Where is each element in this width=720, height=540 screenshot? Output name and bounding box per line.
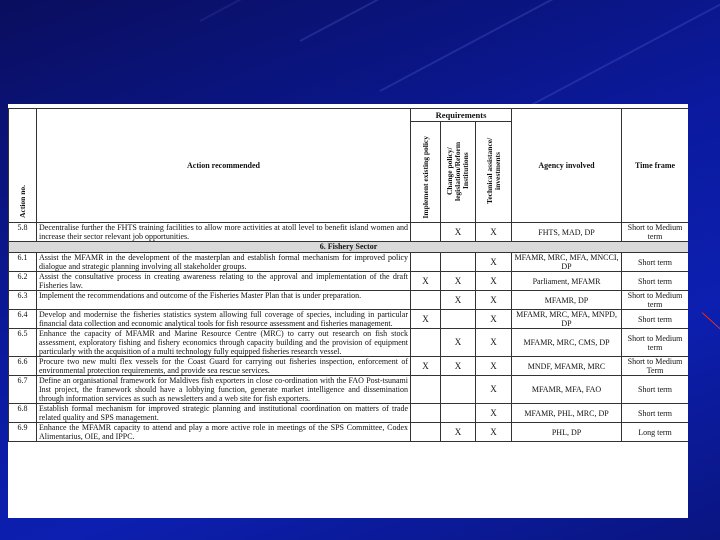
agency: Parliament, MFAMR (512, 272, 622, 291)
change-mark: X (441, 357, 476, 376)
background-streak (520, 0, 720, 112)
technical-mark: X (476, 310, 512, 329)
time-frame: Short term (622, 253, 688, 272)
agency: MFAMR, MRC, CMS, DP (512, 329, 622, 357)
sector-title: 6. Fishery Sector (9, 242, 689, 253)
agency: MFAMR, DP (512, 291, 622, 310)
time-frame: Short term (622, 272, 688, 291)
agency: MNDF, MFAMR, MRC (512, 357, 622, 376)
header-technical: Technical assistance/ investments (476, 122, 512, 223)
agency: PHL, DP (512, 423, 622, 442)
header-time-frame: Time frame (622, 109, 688, 223)
time-frame: Short term (622, 376, 688, 404)
technical-mark: X (476, 404, 512, 423)
technical-mark: X (476, 253, 512, 272)
action-text: Assist the MFAMR in the development of the masterplan and establish formal mechanism for improved policy dialogue and strategic planning involving all stakeholder groups. (37, 253, 411, 272)
table-row (9, 310, 689, 329)
implement-mark (411, 329, 441, 357)
action-text: Assist the consultative process in creating awareness relating to the approval and implementation of the draft Fisheries law. (37, 272, 411, 291)
header-action-no: Action no. (9, 109, 37, 223)
time-frame: Short to Medium term (622, 223, 688, 242)
technical-mark: X (476, 376, 512, 404)
change-mark: X (441, 291, 476, 310)
implement-mark: X (411, 310, 441, 329)
action-text: Enhance the capacity of MFAMR and Marine Resource Centre (MRC) to carry out research on fish stock assessment, exploratory fishing and fishery economics through capacity building and the provision of equipment particularly with the acquisition of a multi technology fully equipped fisheries research vessel. (37, 329, 411, 357)
time-frame: Short term (622, 404, 688, 423)
action-number: 5.8 (9, 223, 37, 242)
background-streak (380, 0, 720, 92)
implement-mark (411, 423, 441, 442)
time-frame: Short to Medium term (622, 329, 688, 357)
table-row (9, 357, 689, 376)
time-frame: Short to Medium Term (622, 357, 688, 376)
implement-mark (411, 291, 441, 310)
implement-mark (411, 253, 441, 272)
implement-mark: X (411, 357, 441, 376)
change-mark (441, 404, 476, 423)
table-row (9, 223, 689, 242)
time-frame: Short to Medium term (622, 291, 688, 310)
header-implement: Implement existing policy (411, 122, 441, 223)
action-text: Decentralise further the FHTS training facilities to allow more activities at atoll level to benefit island women and increase their sector relevant job opportunities. (37, 223, 411, 242)
action-text: Procure two new multi flex vessels for the Coast Guard for carrying out fisheries inspection, enforcement of environmental protection requirements, and provide sea rescue services. (37, 357, 411, 376)
table-row (9, 376, 689, 404)
change-mark (441, 253, 476, 272)
table-row (9, 272, 689, 291)
action-number: 6.9 (9, 423, 37, 442)
action-table (8, 108, 688, 442)
action-text: Enhance the MFAMR capacity to attend and play a more active role in meetings of the SPS Committee, Codex Alimentarius, OIE, and IPPC. (37, 423, 411, 442)
implement-mark (411, 223, 441, 242)
table-row (9, 329, 689, 357)
agency: MFAMR, PHL, MRC, DP (512, 404, 622, 423)
time-frame: Short term (622, 310, 688, 329)
action-number: 6.2 (9, 272, 37, 291)
action-number: 6.5 (9, 329, 37, 357)
header-action: Action recommended (37, 109, 411, 223)
technical-mark: X (476, 223, 512, 242)
table-row (9, 423, 689, 442)
change-mark (441, 376, 476, 404)
action-text: Establish formal mechanism for improved strategic planning and institutional coordination on matters of trade related quality and SPS management. (37, 404, 411, 423)
implement-mark: X (411, 272, 441, 291)
time-frame: Long term (622, 423, 688, 442)
action-number: 6.6 (9, 357, 37, 376)
technical-mark: X (476, 357, 512, 376)
header-change-policy: Change policy/ legislation/Reform Institutions (441, 122, 476, 223)
sector-row (9, 242, 689, 253)
change-mark (441, 310, 476, 329)
action-text: Develop and modernise the fisheries statistics system allowing full coverage of species, including in particular financial data collection and economic analytical tools for fish resource assessment and fisheries management. (37, 310, 411, 329)
technical-mark: X (476, 423, 512, 442)
table-row (9, 291, 689, 310)
action-text: Define an organisational framework for Maldives fish exporters in close co-ordination with the FAO Post-tsunami Inst project, the framework should have a lobbying function, generate market intelligence and dissemination through information services as such as newsletters and a web site for fish exporters. (37, 376, 411, 404)
implement-mark (411, 376, 441, 404)
technical-mark: X (476, 329, 512, 357)
agency: MFAMR, MFA, FAO (512, 376, 622, 404)
technical-mark: X (476, 291, 512, 310)
action-number: 6.4 (9, 310, 37, 329)
action-number: 6.1 (9, 253, 37, 272)
action-number: 6.8 (9, 404, 37, 423)
table-row (9, 253, 689, 272)
agency: MFAMR, MRC, MFA, MNPD, DP (512, 310, 622, 329)
document-image (8, 104, 688, 518)
action-number: 6.7 (9, 376, 37, 404)
action-text: Implement the recommendations and outcome of the Fisheries Master Plan that is under preparation. (37, 291, 411, 310)
header-agency: Agency involved (512, 109, 622, 223)
change-mark: X (441, 329, 476, 357)
change-mark: X (441, 272, 476, 291)
change-mark: X (441, 423, 476, 442)
annotation-line (702, 312, 720, 330)
table-row (9, 404, 689, 423)
agency: FHTS, MAD, DP (512, 223, 622, 242)
header-requirements: Requirements (411, 109, 512, 122)
change-mark: X (441, 223, 476, 242)
technical-mark: X (476, 272, 512, 291)
agency: MFAMR, MRC, MFA, MNCCI, DP (512, 253, 622, 272)
action-number: 6.3 (9, 291, 37, 310)
implement-mark (411, 404, 441, 423)
